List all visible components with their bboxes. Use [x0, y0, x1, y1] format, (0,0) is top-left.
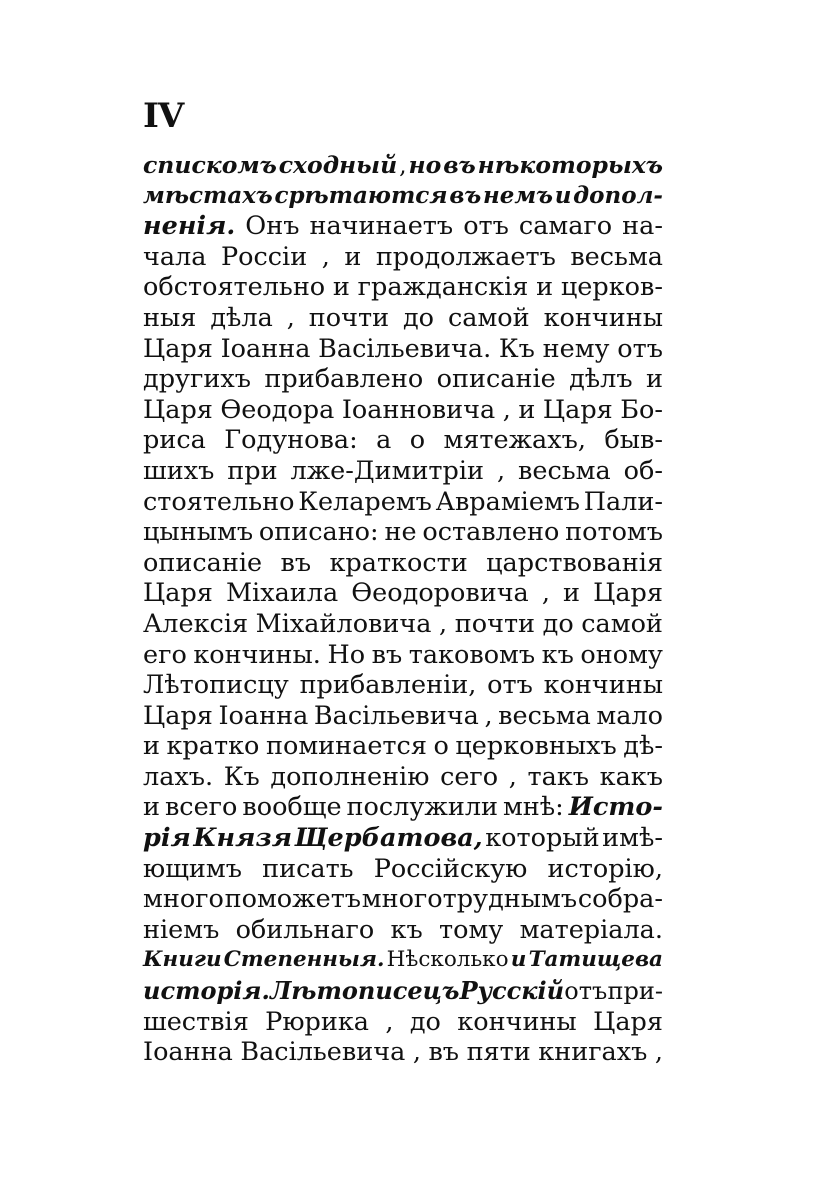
- word: кончины.: [193, 639, 321, 670]
- word: Щербатова,: [294, 823, 483, 854]
- word: Россійскую: [373, 853, 528, 884]
- word: Царя: [143, 333, 213, 364]
- word: Лѣтописецъ: [270, 976, 460, 1006]
- text-line: [143, 731, 663, 762]
- word: гражданскія: [357, 272, 529, 303]
- word: имѣ-: [602, 823, 663, 854]
- word: писать: [262, 853, 354, 884]
- word: быв-: [604, 425, 663, 456]
- word: Келаремъ: [298, 486, 432, 517]
- text-line: [143, 1037, 663, 1068]
- word: ,: [399, 151, 407, 179]
- word: ,: [385, 1006, 394, 1037]
- word: но: [408, 151, 442, 179]
- word: и: [645, 364, 663, 395]
- word: при: [227, 455, 278, 486]
- word: Васільевича: [313, 700, 479, 731]
- word: об-: [623, 455, 663, 486]
- word: Царя: [593, 1006, 663, 1037]
- word: ныя: [143, 302, 197, 333]
- word: а: [376, 425, 392, 456]
- word: Ѳеодора: [220, 394, 335, 425]
- word: собра-: [577, 884, 663, 915]
- word: шествія: [143, 1006, 249, 1037]
- word: сего: [440, 761, 499, 792]
- word: кончины: [543, 670, 663, 701]
- word: пяти: [466, 1037, 531, 1068]
- word: поминается: [265, 731, 427, 762]
- word: церков-: [560, 272, 663, 303]
- word: какъ: [599, 761, 663, 792]
- word: самой: [581, 608, 663, 639]
- text-line: [143, 823, 663, 854]
- word: Лѣтописцу: [143, 670, 289, 701]
- text-line: [143, 211, 663, 242]
- text-line: [143, 884, 663, 915]
- word: и: [536, 272, 554, 303]
- text-line: [143, 517, 663, 548]
- word: прибавленіи,: [299, 670, 477, 701]
- word: послужили: [346, 792, 499, 823]
- word: поможетъ: [224, 884, 362, 915]
- word: Но: [327, 639, 366, 670]
- text-line: [143, 456, 663, 487]
- word: отъ: [463, 211, 509, 242]
- word: въ: [428, 1037, 460, 1068]
- word: Къ: [498, 333, 535, 364]
- text-line: [143, 181, 663, 212]
- word: дѣлъ: [569, 364, 633, 395]
- text-line: [143, 548, 663, 579]
- text-line: [143, 609, 663, 640]
- word: отъ: [564, 977, 608, 1006]
- word: Царя: [143, 394, 213, 425]
- word: ,: [412, 1037, 421, 1068]
- word: вообще: [242, 792, 342, 823]
- word: ,: [541, 578, 550, 609]
- word: мятежахъ,: [443, 425, 586, 456]
- word: лже-Димитріи: [290, 455, 485, 486]
- text-line: [143, 640, 663, 671]
- word: и: [518, 394, 536, 425]
- word: немъ: [482, 181, 553, 209]
- word: Іоанна: [218, 700, 309, 731]
- word: Васільевича.: [318, 333, 492, 364]
- word: до: [409, 1006, 441, 1037]
- text-line: [143, 303, 663, 334]
- word: царствованія: [486, 547, 663, 578]
- word: описано:: [258, 517, 379, 548]
- word: стоятельно: [143, 486, 295, 517]
- word: Ѳеодоровича: [351, 578, 529, 609]
- text-line: [143, 150, 663, 181]
- word: и: [143, 792, 160, 823]
- word: Рюрика: [265, 1006, 369, 1037]
- word: въ: [371, 639, 403, 670]
- word: мнѣ:: [502, 792, 564, 823]
- word: до: [402, 302, 435, 333]
- word: Авраміемъ: [435, 486, 580, 517]
- word: Царя: [143, 700, 213, 731]
- word: тому: [438, 914, 504, 945]
- word: начинаетъ: [309, 211, 454, 242]
- word: почти: [308, 302, 390, 333]
- text-line: [143, 578, 663, 609]
- word: таковомъ: [408, 639, 536, 670]
- word: весьма: [498, 700, 591, 731]
- word: дѣ-: [623, 731, 663, 762]
- word: чала: [143, 241, 207, 272]
- word: книгахъ: [538, 1037, 648, 1068]
- word: срѣтаются: [274, 181, 448, 209]
- word: много: [143, 884, 224, 915]
- word: оному: [580, 639, 663, 670]
- word: сходный: [278, 151, 398, 179]
- text-line: [143, 792, 663, 823]
- word: описаніе: [436, 364, 556, 395]
- word: ,: [321, 241, 330, 272]
- word: Степенныя.: [223, 947, 385, 973]
- word: Бо-: [620, 394, 663, 425]
- word: не: [384, 517, 417, 548]
- word: лахъ.: [143, 761, 214, 792]
- page-number: IV: [143, 96, 184, 136]
- word: Міхаила: [225, 578, 339, 609]
- word: Іоанновича: [341, 394, 496, 425]
- word: Іоанна: [143, 1037, 233, 1068]
- word: мало: [596, 700, 663, 731]
- word: шихъ: [143, 455, 215, 486]
- word: ,: [286, 302, 295, 333]
- word: нѣкоторыхъ: [477, 151, 663, 179]
- word: и: [554, 181, 572, 209]
- word: на-: [622, 211, 663, 242]
- word: исторію,: [547, 853, 663, 884]
- word: ніемъ: [143, 914, 220, 945]
- text-line: [143, 976, 663, 1007]
- word: допол-: [573, 181, 663, 209]
- word: Алексія: [143, 608, 249, 639]
- word: Царя: [143, 578, 213, 609]
- word: Царя: [593, 578, 663, 609]
- word: продолжаетъ: [375, 241, 556, 272]
- word: и: [143, 731, 160, 762]
- word: обильнаго: [235, 914, 375, 945]
- text-line: [143, 1007, 663, 1038]
- word: ,: [508, 761, 517, 792]
- text-line: [143, 487, 663, 518]
- word: ненія.: [143, 211, 236, 242]
- word: оставлено: [422, 517, 560, 548]
- word: дополненію: [270, 761, 430, 792]
- word: почти: [454, 608, 536, 639]
- word: Россіи: [220, 241, 308, 272]
- word: кратко: [166, 731, 260, 762]
- word: къ: [541, 639, 574, 670]
- word: такъ: [527, 761, 590, 792]
- word: въ: [449, 181, 482, 209]
- word: который: [485, 823, 600, 854]
- word: весьма: [570, 241, 663, 272]
- word: Исто-: [568, 792, 663, 823]
- word: Царя: [542, 394, 613, 425]
- word: Онъ: [245, 211, 300, 242]
- word: Книги: [143, 947, 222, 973]
- word: цынымъ: [143, 517, 254, 548]
- word: Пали-: [583, 486, 663, 517]
- text-line: [143, 272, 663, 303]
- word: самой: [447, 302, 530, 333]
- word: Русскій: [459, 976, 565, 1006]
- text-line: [143, 945, 663, 976]
- word: описаніе: [143, 547, 263, 578]
- word: Васільевича: [240, 1037, 406, 1068]
- word: ,: [502, 394, 511, 425]
- text-line: [143, 670, 663, 701]
- word: ,: [484, 700, 493, 731]
- word: мѣстахъ: [143, 181, 273, 209]
- word: о: [433, 731, 449, 762]
- word: дѣла: [210, 302, 273, 333]
- text-line: [143, 242, 663, 273]
- word: матеріала.: [519, 914, 663, 945]
- word: отъ: [617, 333, 663, 364]
- word: ющимъ: [143, 853, 242, 884]
- word: кончины: [457, 1006, 577, 1037]
- text-line: [143, 701, 663, 732]
- word: и: [344, 241, 362, 272]
- word: рія: [143, 823, 191, 854]
- word: другихъ: [143, 364, 251, 395]
- word: исторія.: [143, 976, 270, 1006]
- word: риса: [143, 425, 206, 456]
- word: кончины: [543, 302, 663, 333]
- word: самаго: [518, 211, 613, 242]
- word: Міхайловича: [255, 608, 432, 639]
- word: весьма: [518, 455, 611, 486]
- text-line: [143, 762, 663, 793]
- word: нему: [542, 333, 610, 364]
- word: въ: [443, 151, 476, 179]
- word: ,: [654, 1037, 663, 1068]
- word: обстоятельно: [143, 272, 326, 303]
- word: многотруднымъ: [361, 884, 578, 915]
- word: краткости: [329, 547, 468, 578]
- body-text: [143, 150, 663, 1068]
- text-line: [143, 364, 663, 395]
- word: Къ: [223, 761, 260, 792]
- word: ,: [439, 608, 448, 639]
- word: къ: [390, 914, 423, 945]
- word: Нѣсколько: [386, 947, 509, 973]
- word: Годунова:: [224, 425, 358, 456]
- word: о: [409, 425, 426, 456]
- word: Іоанна: [220, 333, 311, 364]
- text-line: [143, 915, 663, 946]
- word: всего: [164, 792, 238, 823]
- word: при-: [607, 977, 663, 1006]
- word: Татищева: [528, 947, 663, 973]
- word: прибавлено: [264, 364, 424, 395]
- word: отъ: [487, 670, 533, 701]
- word: въ: [280, 547, 312, 578]
- word: и: [332, 272, 350, 303]
- word: и: [510, 947, 527, 973]
- word: ,: [496, 455, 506, 486]
- text-line: [143, 334, 663, 365]
- word: до: [542, 608, 574, 639]
- text-line: [143, 854, 663, 885]
- word: его: [143, 639, 187, 670]
- text-line: [143, 425, 663, 456]
- word: церковныхъ: [455, 731, 617, 762]
- word: Князя: [193, 823, 293, 854]
- word: и: [563, 578, 581, 609]
- text-line: [143, 395, 663, 426]
- word: потомъ: [565, 517, 663, 548]
- word: спискомъ: [143, 151, 277, 179]
